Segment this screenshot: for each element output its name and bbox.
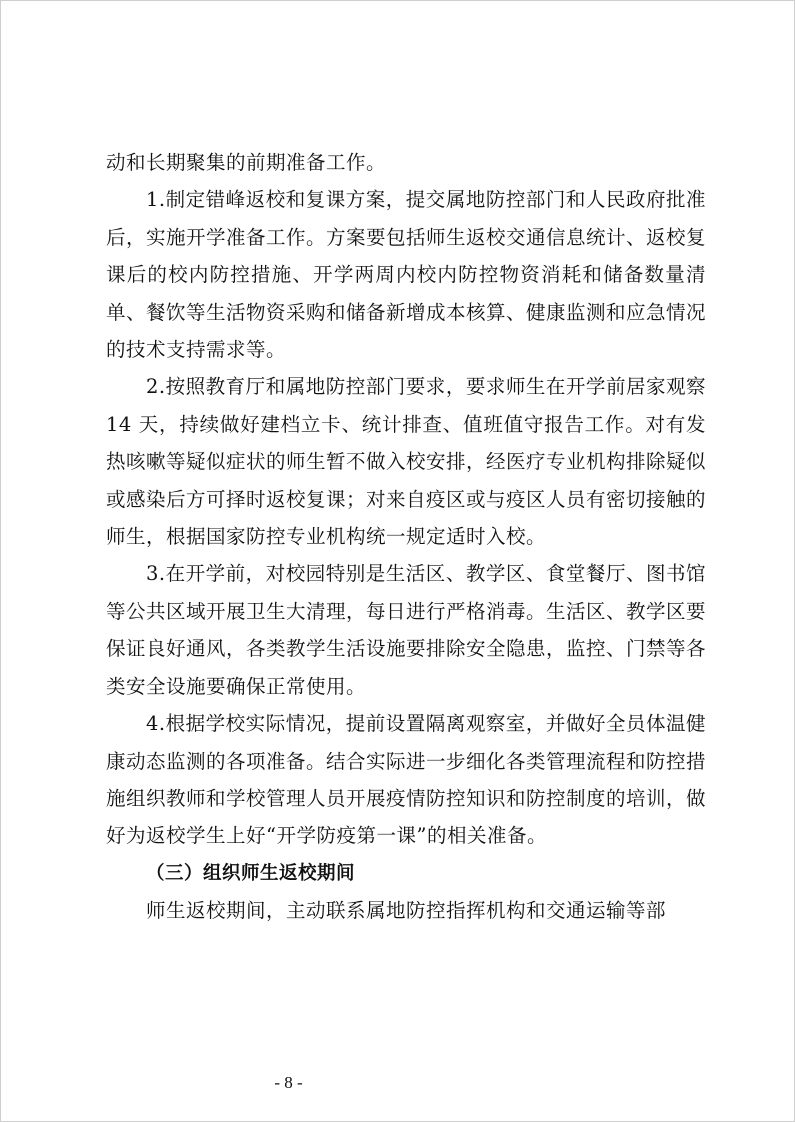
paragraph-item-2: 2.按照教育厅和属地防控部门要求，要求师生在开学前居家观察 14 天，持续做好建档立卡、统计排查、值班值守报告工作。对有发热咳嗽等疑似症状的师生暂不做入校安排，经医疗专业机构排除疑似或感染后方可择时返校复课；对来自疫区或与疫区人员有密切接触的师生，根据国家防控专业机构统一规定适时入校。 (106, 375, 707, 549)
page-number: - 8 - (274, 1073, 303, 1092)
paragraph-item-1: 1.制定错峰返校和复课方案，提交属地防控部门和人民政府批准后，实施开学准备工作。方案要包括师生返校交通信息统计、返校复课后的校内防控措施、开学两周内校内防控物资消耗和储备数量清单、餐饮等生活物资采购和储备新增成本核算、健康监测和应急情况的技术支持需求等。 (106, 188, 707, 362)
paragraph-continuation: 动和长期聚集的前期准备工作。 (106, 151, 387, 174)
section-heading: （三）组织师生返校期间 (146, 862, 356, 884)
page-number-footer (1, 1073, 794, 1093)
paragraph-item-3: 3.在开学前，对校园特别是生活区、教学区、食堂餐厅、图书馆等公共区域开展卫生大清理，每日进行严格消毒。生活区、教学区要保证良好通风，各类教学生活设施要排除安全隐患，监控、门禁等各类安全设施要确保正常使用。 (106, 562, 707, 698)
document-body (106, 144, 706, 930)
paragraph-section-start: 师生返校期间，主动联系属地防控指挥机构和交通运输等部 (146, 899, 667, 923)
paragraph-item-4: 4.根据学校实际情况，提前设置隔离观察室，并做好全员体温健康动态监测的各项准备。结合实际进一步细化各类管理流程和防控措施组织教师和学校管理人员开展疫情防控知识和防控制度的培训，做好为返校学生上好“开学防疫第一课”的相关准备。 (106, 712, 707, 848)
